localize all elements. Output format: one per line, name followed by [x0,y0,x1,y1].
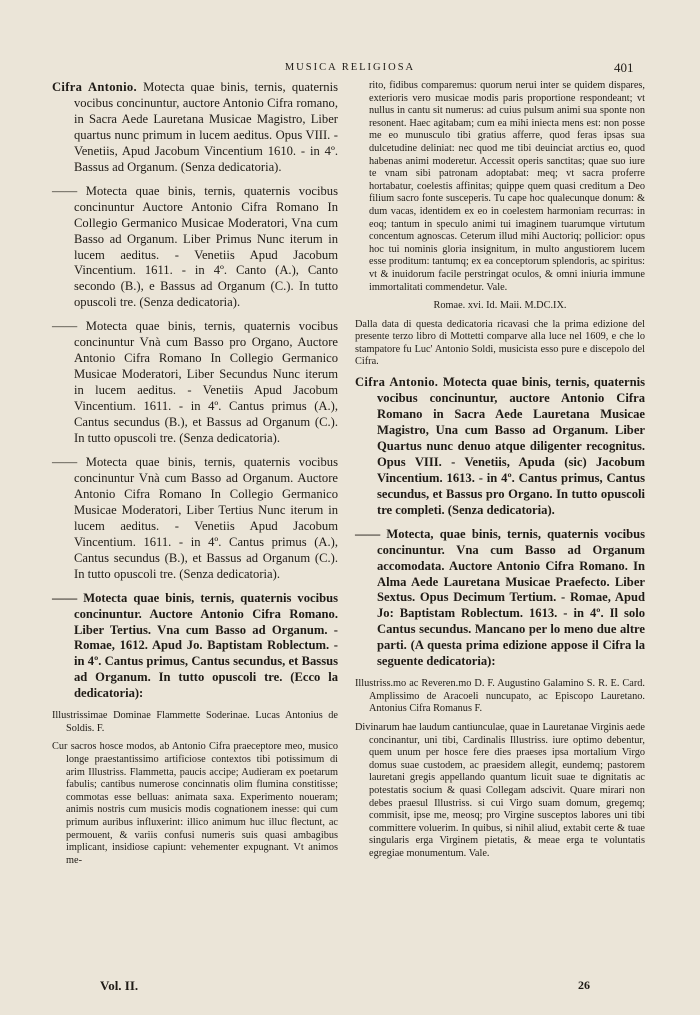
entry-liber-primus-1611 [52,184,338,312]
dedication2-address: Illustriss.mo ac Reveren.mo D. F. Augustino Galamino S. R. E. Card. Amplissimo de Aracoeli nuncupato, ac Episcopo Lauretano. Antonius Cifra Romanus F. [355,678,645,715]
dedication-text: Cur sacros hosce modos, ab Antonio Cifra praeceptore meo, musico longe praestantissimo artificiose contextos tibi potissimum di arim Illustriss. Flammetta, paucis accipe; Audieram ex poetarum fabulis; cantibus numerose concinnatis olim flumina constitisse; commotas esse belluas: animata saxa. Experimento noueram; animis nostris cum musicis modis cognationem inesse: qui cum primum auribus influxerint: illico animum huc illuc flectunt, ac permouent, & variis confusi numeris suis quasi ambagibus implicant, insidiose capiunt: vehementer expugnant. Vt animos me- [52,741,338,866]
entry-liber-tertius-1612 [52,591,338,703]
editorial-note: Dalla data di questa dedicatoria ricavasi che la prima edizione del presente terzo libro di Mottetti comparve alla luce nel 1609, e che lo stampatore fu Luc' Antonio Soldi, musicista esso pure e discepolo del Cifra. [355,318,645,368]
entry-dash: —— [52,319,78,334]
entry-cifra-liber-quartus-1613 [355,375,645,519]
entry-author-name: Cifra Antonio. [355,375,439,390]
dedication-continuation: rito, fidibus comparemus: quorum nerui inter se quidem dispares, exterioris vero musicae modis paris proportione respondeant; vt nullus in cantu sit numerus: ad cuius pulsum animi sua sponte non resonent. Haec agitabam; cum ea mihi iniecta mens est: non posse me eo munusculo tibi gratius afferre, quod feras ipsas sua dulcetudine deliniat: nec quod me tibi deuinciat arctius eo, quod habenas animi moderetur. Accessit operis sanctitas; quae suo iure te vnam sibi patronam adoptabat: meq; vt sacra proferre hortabatur, coelestis affinitas; quippe quem quasi creditum a Deo filium sacro fonte susceperis. Tu cape hoc qualecunque donum: & dum vacas, identidem ex eo in coelestem harmoniam recurras: in eoq; tantum in speculo animi tui imaginem tuarumque virtutum concentum agnoscas. Ceterum illud mihi Auctoriq; pollicior: opus hoc tui nominis gloria insignitum, in multo angustiorem lucem esse proditum: tantumq; ex ea conceptorum splendoris, ac spiritus: vt & inuidorum facile perstringat oculos, & omni iniuria immune immortalitati commendetur. Vale. [369,80,645,293]
left-column [52,80,338,873]
dedication-address: Illustrissimae Dominae Flammette Soderinae. Lucas Antonius de Soldis. F. [52,710,338,734]
entry-text: Motecta quae binis, ternis, quaternis vocibus concinuntur, auctore Antonio Cifra Romano in Sacra Aede Lauretana Musicae Magistro, Una cum Basso ad Organum. Liber Quartus nunc denuo atque diligenter recognitus. Opus VIII. - Venetiis, Apuda (sic) Jacobum Vincentium. 1613. - in 4º. Cantus primus, Cantus secundus, et Bassus pro Organo. In tutto opuscoli tre completi. (Senza dedicatoria). [377,375,645,517]
entry-text: Motecta, quae binis, ternis, quaternis vocibus concinuntur. Vna cum Basso ad Organum accomodata. Auctore Antonio Cifra Romano. In Alma Aede Lauretana Musicae Praefecto. Liber Sextus. Opus Decimum Tertium. - Romae, Apud Jo: Baptistam Roblectum. 1613. - in 4º. Il solo Cantus secundus. Mancano per lo meno due altre parti. (A questa prima edizione appose il Cifra la seguente dedicatoria): [377,526,645,669]
footer-signature: 26 [578,978,590,992]
entry-cifra-liber-quartus-1610 [52,80,338,176]
page-number: 401 [614,60,634,75]
entry-text: Motecta quae binis, ternis, quaternis vocibus concinuntur Auctore Antonio Cifra Romano In Collegio Germanico Musicae Moderatori, Vna cum Basso ad Organum. Liber Primus Nunc iterum in lucem aeditus. - Venetiis Apud Jacobum Vincentium. 1611. - in 4º. Canto (A.), Canto secondo (B.), e Bassus ad Organum (C.). In tutto opuscoli tre. (Senza dedicatoria). [74,183,338,310]
entry-dash: —— [52,590,78,605]
entry-dash: —— [355,526,381,541]
entry-author-name: Cifra Antonio. [52,80,137,94]
entry-text: Motecta quae binis, ternis, quaternis vocibus concinuntur. Auctore Antonio Cifra Romano. Liber Tertius. Vna cum Basso ad Organum. - Romae, 1612. Apud Jo. Baptistam Roblectum. - in 4º. Cantus primus, Cantus secundus, et Bassus ad Organum. In tutto opuscoli tre. (Ecco la dedicatoria): [74,590,339,701]
entry-liber-tertius-1611 [52,455,338,583]
dedication2-text: Divinarum hae laudum cantiunculae, quae in Lauretanae Virginis aede concinantur, uni tibi, Cardinalis Illustriss. iure optimo debentur, quem unum per hosce fere dies praeses ipsa mortalium Virgo domus suae custodem, ac praesidem allegit, eundemq; pastorem lauretani gregis appellando quantum licuit suae te dignitatis ac potestatis socium & quasi Collegam adscivit. Quare mirari non debes praesul Illustriss. si cui Virgo suam domum, gregemq; commisit, ipse me, meosq; pro Virgine susceptos labores uni tibi committere voluerim. In quibus, si nihil aliud, extabit certe & tuae singularis erga Virginem pietatis, & meae erga te voluntatis egregiae monumentum. Vale. [355,722,645,859]
entry-text: Motecta quae binis, ternis, quaternis vocibus concinuntur, auctore Antonio Cifra romano, in Sacra Aede Lauretana Musicae Magistro, Liber quartus nunc primum in lucem aeditus. Opus VIII. - Venetiis, Apud Jacobum Vincentium 1610. - in 4º. Bassus ad Organum. (Senza dedicatoria). [74,80,338,174]
entry-dash: —— [52,183,78,198]
entry-text: Motecta quae binis, ternis, quaternis vocibus concinuntur Vnà cum Basso pro Organo, Auctore Antonio Cifra Romano In Collegio Germanico Musicae Moderatori, Liber Secundus Nunc iterum in lucem aeditus. - Venetiis Apud Jacobum Vincentium. 1611. - in 4º. Cantus primus (A.), Cantus secundus (B.), et Bassus ad Organum (C.). In tutto opuscoli tre. (Senza dedicatoria). [74,319,338,446]
footer-volume: Vol. II. [100,978,139,993]
right-column [355,80,645,867]
running-header-title: MUSICA RELIGIOSA [284,62,416,73]
entry-liber-sextus-1613 [355,527,645,671]
entry-text: Motecta quae binis, ternis, quaternis vocibus concinuntur Vnà cum Basso ad Organum. Auctore Antonio Cifra Romano In Collegio Germanico Musicae Moderatori, Liber Tertius Nunc iterum in lucem aeditus. - Venetiis Apud Jacobum Vincentium. 1611. - in 4º. Cantus primus (A.), Cantus secundus (B.), et Bassus ad Organum (C.). In tutto opuscoli tre. (Senza dedicatoria). [74,454,338,581]
entry-dash: —— [52,454,78,469]
entry-liber-secundus-1611 [52,319,338,447]
dedication-date: Romae. xvi. Id. Maii. M.DC.IX. [433,300,567,312]
